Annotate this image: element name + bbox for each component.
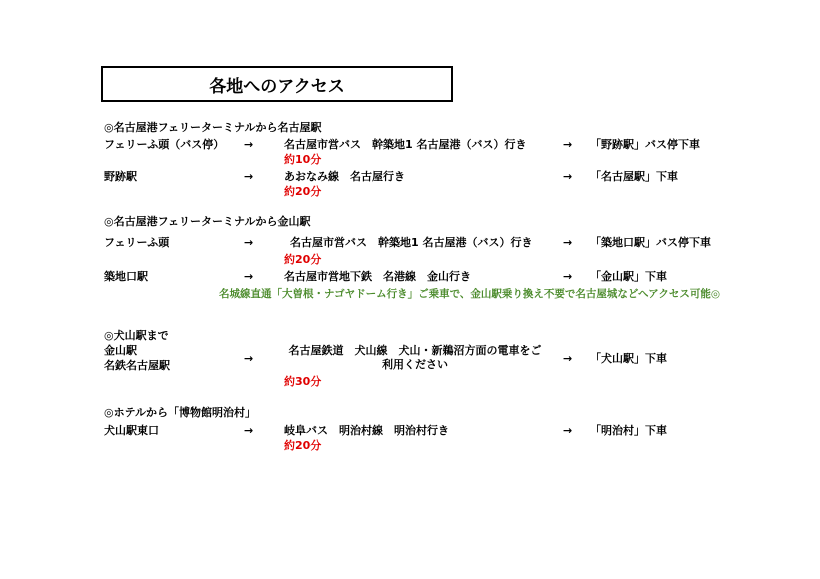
destination-nagoya-station: 「名古屋駅」下車 [590, 170, 678, 183]
section-heading-kanayama-station: ◎名古屋港フェリーターミナルから金山駅 [104, 215, 311, 228]
arrow: → [563, 170, 573, 183]
route-aonami-line: あおなみ線 名古屋行き [284, 170, 405, 183]
origin-ferry-terminal: フェリーふ頭 [104, 236, 170, 249]
section-heading-inuyama-station: ◎犬山駅まで [104, 329, 169, 342]
origin-meitetsu-nagoya-station: 名鉄名古屋駅 [104, 359, 170, 372]
arrow: → [563, 424, 573, 437]
destination-inuyama-station: 「犬山駅」下車 [590, 352, 667, 365]
route-meitetsu-inuyama-line [280, 344, 550, 372]
travel-time: 約20分 [284, 439, 322, 452]
route-line-2: 利用ください [382, 358, 448, 371]
arrow: → [244, 352, 254, 365]
route-gifu-bus: 岐阜バス 明治村線 明治村行き [284, 424, 449, 437]
destination-noseki-bus-stop: 「野跡駅」バス停下車 [590, 138, 700, 151]
arrow: → [244, 270, 254, 283]
origin-tsukijiguchi-station: 築地口駅 [104, 270, 148, 283]
route-city-bus: 名古屋市営バス 幹築地1 名古屋港（バス）行き [290, 236, 533, 249]
origin-ferry-bus-stop: フェリーふ頭（バス停） [104, 138, 225, 151]
arrow: → [244, 138, 254, 151]
travel-time: 約20分 [284, 253, 322, 266]
origin-inuyama-east-exit: 犬山駅東口 [104, 424, 159, 437]
arrow: → [563, 270, 573, 283]
arrow: → [563, 352, 573, 365]
arrow: → [563, 138, 573, 151]
page-title: 各地へのアクセス [101, 66, 453, 102]
section-heading-meiji-mura: ◎ホテルから「博物館明治村」 [104, 406, 257, 419]
route-line-1: 名古屋鉄道 犬山線 犬山・新鵜沼方面の電車をご [288, 344, 542, 357]
destination-kanayama-station: 「金山駅」下車 [590, 270, 667, 283]
meijo-line-note: 名城線直通「大曽根・ナゴヤドーム行き」ご乗車で、金山駅乗り換え不要で名古屋城などへアクセス可能◎ [219, 288, 720, 300]
origin-kanayama-station: 金山駅 [104, 344, 137, 357]
arrow: → [244, 170, 254, 183]
section-heading-nagoya-station: ◎名古屋港フェリーターミナルから名古屋駅 [104, 121, 322, 134]
destination-tsukijiguchi-bus-stop: 「築地口駅」バス停下車 [590, 236, 711, 249]
route-subway-meiko-line: 名古屋市営地下鉄 名港線 金山行き [284, 270, 471, 283]
travel-time: 約10分 [284, 153, 322, 166]
origin-noseki-station: 野跡駅 [104, 170, 137, 183]
destination-meiji-mura: 「明治村」下車 [590, 424, 667, 437]
arrow: → [244, 236, 254, 249]
route-city-bus: 名古屋市営バス 幹築地1 名古屋港（バス）行き [284, 138, 527, 151]
arrow: → [563, 236, 573, 249]
travel-time: 約20分 [284, 185, 322, 198]
arrow: → [244, 424, 254, 437]
travel-time: 約30分 [284, 375, 322, 388]
